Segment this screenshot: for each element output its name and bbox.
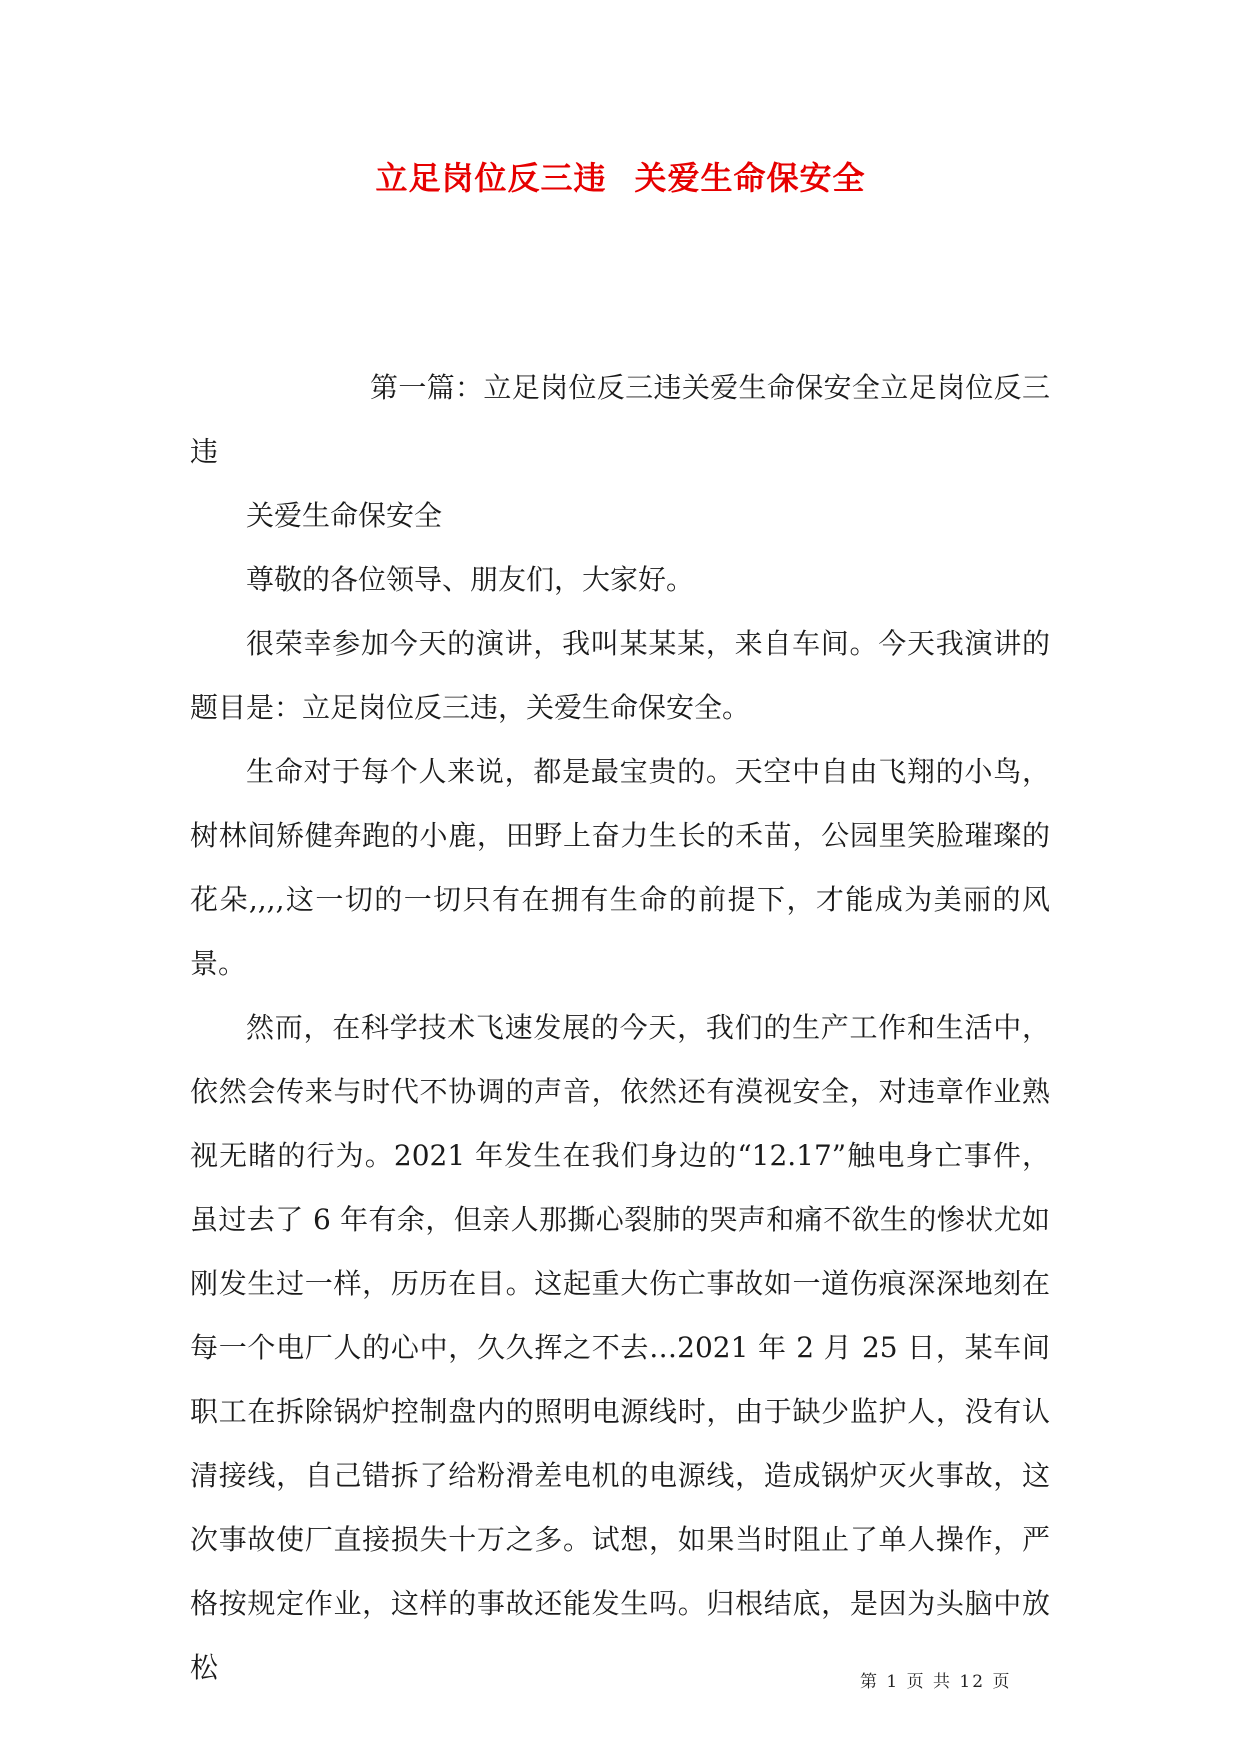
title-part-2: 关爱生命保安全	[634, 159, 866, 197]
paragraph-subtitle: 关爱生命保安全	[246, 499, 443, 532]
page-title	[0, 158, 1241, 198]
paragraph-accident: 然而，在科学技术飞速发展的今天，我们的生产工作和生活中，依然会传来与时代不协调的声音，依然还有漠视安全，对违章作业熟视无睹的行为。2021 年发生在我们身边的“12.17”触电身亡事件，虽过去了 6 年有余，但亲人那撕心裂肺的哭声和痛不欲生的惨状尤如刚发生过一样，历历在目。这起重大伤亡事故如一道伤痕深深地刻在每一个电厂人的心中，久久挥之不去…2021 年 2 月 25 日，某车间职工在拆除锅炉控制盘内的照明电源线时，由于缺少监护人，没有认清接线，自己错拆了给粉滑差电机的电源线，造成锅炉灭火事故，这次事故使厂直接损失十万之多。试想，如果当时阻止了单人操作，严格按规定作业，这样的事故还能发生吗。归根结底，是因为头脑中放松	[190, 1011, 1050, 1684]
page-number: 第 1 页 共 12 页	[860, 1672, 1012, 1692]
paragraph-life: 生命对于每个人来说，都是最宝贵的。天空中自由飞翔的小鸟，树林间矫健奔跑的小鹿，田野上奋力生长的禾苗，公园里笑脸璀璨的花朵,,,,这一切的一切只有在拥有生命的前提下，才能成为美丽的风景。	[190, 755, 1050, 980]
paragraph-heading: 第一篇：立足岗位反三违关爱生命保安全立足岗位反三违	[190, 371, 1050, 468]
document-body	[190, 356, 1050, 1700]
paragraph-greeting: 尊敬的各位领导、朋友们，大家好。	[246, 563, 695, 596]
paragraph-intro: 很荣幸参加今天的演讲，我叫某某某，来自车间。今天我演讲的题目是：立足岗位反三违，关爱生命保安全。	[190, 627, 1050, 724]
title-part-1: 立足岗位反三违	[375, 159, 607, 197]
